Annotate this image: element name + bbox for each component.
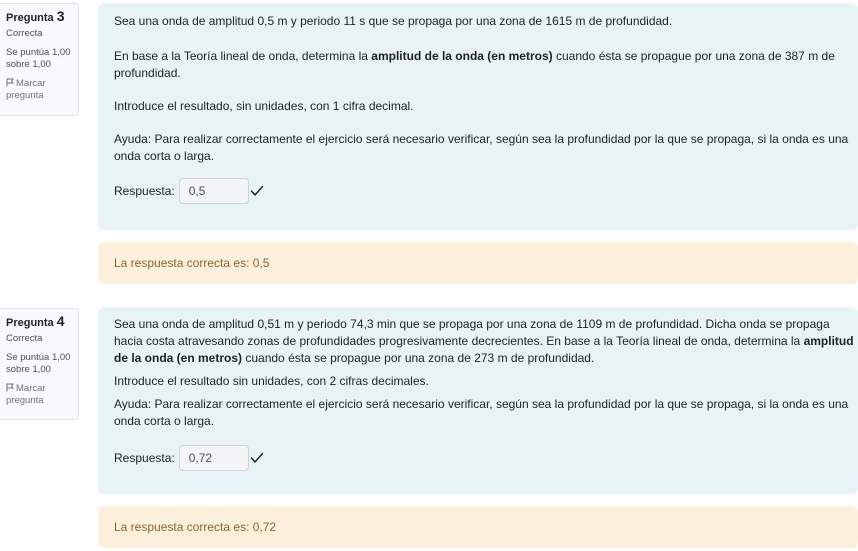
flag-line-2: pregunta xyxy=(6,395,44,406)
text-segment: Sea una onda de amplitud 0,51 m y periodo 74,3 min que se propaga por una zona de 1109 m de profundidad. Dicha onda se propaga hacia costa atravesando zonas de profundidades progresivamente decrecientes. En base a la Teoría lineal de onda, determina la xyxy=(114,317,830,348)
flag-icon xyxy=(6,383,14,392)
check-icon xyxy=(250,184,264,198)
question-info-3 xyxy=(0,3,79,116)
answer-input[interactable]: 0,72 xyxy=(179,445,249,471)
question-label: Pregunta xyxy=(6,317,54,329)
answer-row xyxy=(114,445,858,471)
question-text-1 xyxy=(114,316,858,367)
answer-label: Respuesta: xyxy=(114,183,175,198)
question-number-value: 4 xyxy=(56,313,65,329)
text-segment: cuando ésta se propague por una zona de 273 m de profundidad. xyxy=(242,351,595,365)
question-number xyxy=(6,314,74,330)
question-info-4 xyxy=(0,308,79,420)
question-instruction: Introduce el resultado sin unidades, con 2 cifras decimales. xyxy=(114,374,429,388)
flag-line-1: Marcar xyxy=(16,78,46,89)
question-text-1: Sea una onda de amplitud 0,5 m y periodo 11 s que se propaga por una zona de 1615 m de profundidad. xyxy=(114,14,673,28)
text-bold: amplitud de la onda (en metros) xyxy=(114,334,854,365)
question-grade xyxy=(6,47,74,71)
question-label: Pregunta xyxy=(6,12,54,24)
feedback-text: La respuesta correcta es: 0,72 xyxy=(114,520,277,534)
grade-line-2: sobre 1,00 xyxy=(6,364,51,375)
question-state: Correcta xyxy=(6,333,43,344)
grade-line-1: Se puntúa 1,00 xyxy=(6,352,71,363)
text-bold: amplitud de la onda (en metros) xyxy=(371,49,553,63)
flag-line-2: pregunta xyxy=(6,90,44,101)
question-instruction: Introduce el resultado, sin unidades, con 1 cifra decimal. xyxy=(114,99,414,113)
text-segment: En base a la Teoría lineal de onda, determina la xyxy=(114,49,372,63)
correct-answer-feedback-4 xyxy=(98,506,858,548)
answer-input[interactable]: 0,5 xyxy=(179,178,249,204)
text-segment: cuando ésta se propague por una zona de 387 m de profundidad. xyxy=(114,49,835,80)
answer-label: Respuesta: xyxy=(114,450,175,465)
question-state: Correcta xyxy=(6,28,43,39)
question-number xyxy=(6,9,74,25)
question-formulation-4 xyxy=(98,307,858,494)
check-icon xyxy=(250,451,264,465)
answer-row xyxy=(114,178,858,204)
question-text-2 xyxy=(114,48,858,82)
question-help: Ayuda: Para realizar correctamente el ejercicio será necesario verificar, según sea la profundidad por la que se propaga, si la onda es una onda corta o larga. xyxy=(114,132,849,163)
question-number-value: 3 xyxy=(56,8,65,24)
flag-question-link[interactable] xyxy=(6,78,74,102)
flag-line-1: Marcar xyxy=(16,383,46,394)
grade-line-1: Se puntúa 1,00 xyxy=(6,47,71,58)
question-grade xyxy=(6,352,74,376)
flag-question-link[interactable] xyxy=(6,383,74,407)
question-help: Ayuda: Para realizar correctamente el ejercicio será necesario verificar, según sea la profundidad por la que se propaga, si la onda es una onda corta o larga. xyxy=(114,397,849,428)
question-formulation-3 xyxy=(98,3,858,230)
feedback-text: La respuesta correcta es: 0,5 xyxy=(114,256,270,270)
flag-icon xyxy=(6,78,14,87)
grade-line-2: sobre 1,00 xyxy=(6,59,51,70)
correct-answer-feedback-3 xyxy=(98,242,858,284)
